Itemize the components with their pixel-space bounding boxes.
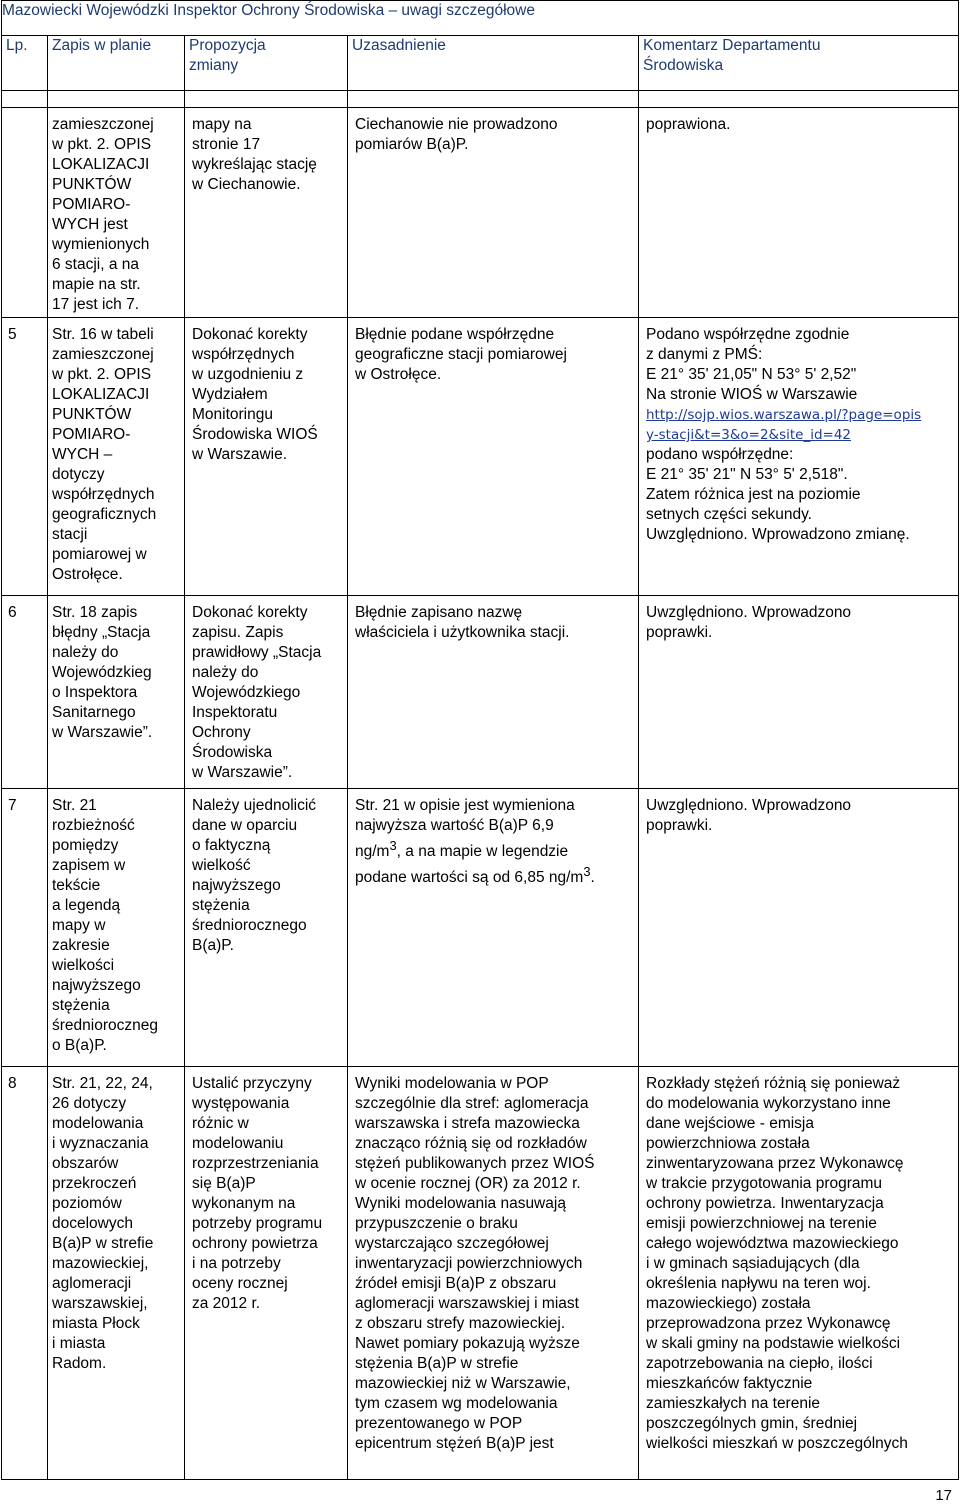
comment-cell: Rozkłady stężeń różnią się ponieważ do modelowania wykorzystano inne dane wejściowe - emisja powierzchniowa została zinwentaryzowana przez Wykonawcę w trakcie przygotowania programu ochrony powietrza. Inwentaryzacja emisji powierzchniowej na terenie całego województwa mazowieckiego i w gminach sąsiadujących (dla określenia napływu na teren woj. mazowieckiego) została przeprowadzona przez Wykonawcę w skali gminy na podstawie wielkości zapotrzebowania na ciepło, ilości mieszkańców faktycznie zamieszkałych na terenie poszczególnych gmin, średniej wielkości mieszkań w poszczególnych bbox=[639, 1067, 959, 1480]
table-row bbox=[2, 1067, 959, 1480]
comment-cell bbox=[639, 318, 959, 596]
row-number: 6 bbox=[2, 596, 48, 789]
plan-entry-cell: Str. 21, 22, 24, 26 dotyczy modelowania i wyznaczania obszarów przekroczeń poziomów docelowych B(a)P w strefie mazowieckiej, aglomeracji warszawskiej, miasta Płock i miasta Radom. bbox=[48, 1067, 185, 1480]
justification-cell: Wyniki modelowania w POP szczególnie dla stref: aglomeracja warszawska i strefa mazowiecka znacząco różnią się od rozkładów stężeń publikowanych przez WIOŚ w ocenie rocznej (OR) za 2012 r. Wyniki modelowania nasuwają przypuszczenie o braku wystarczająco szczegółowej inwentaryzacji powierzchniowych źródeł emisji B(a)P z obszaru aglomeracji warszawskiej i miast z obszaru strefy mazowieckiej. Nawet pomiary pokazują wyższe stężenia B(a)P w strefie mazowieckiej niż w Warszawie, tym czasem wg modelowania prezentowanego w POP epicentrum stężeń B(a)P jest bbox=[348, 1067, 639, 1480]
column-header-zapis: Zapis w planie bbox=[48, 36, 185, 91]
proposal-cell: mapy na stronie 17 wykreślając stację w Ciechanowie. bbox=[185, 108, 348, 318]
row-number bbox=[2, 108, 48, 318]
remarks-table bbox=[1, 0, 959, 1480]
table-row bbox=[2, 789, 959, 1067]
header-spacer bbox=[2, 91, 959, 108]
wios-station-link[interactable]: http://sojp.wios.warszawa.pl/?page=opis y-stacji&t=3&o=2&site_id=42 bbox=[646, 407, 922, 443]
justification-text-c: . bbox=[590, 869, 595, 887]
table-row bbox=[2, 108, 959, 318]
comment-cell: poprawiona. bbox=[639, 108, 959, 318]
page-number: 17 bbox=[935, 1487, 952, 1504]
plan-entry-cell: zamieszczonej w pkt. 2. OPIS LOKALIZACJI PUNKTÓW POMIARO- WYCH jest wymienionych 6 stacji, a na mapie na str. 17 jest ich 7. bbox=[48, 108, 185, 318]
superscript-3: 3 bbox=[583, 864, 591, 880]
superscript-3: 3 bbox=[389, 838, 397, 853]
justification-cell: Błędnie podane współrzędne geograficzne stacji pomiarowej w Ostrołęce. bbox=[348, 318, 639, 596]
justification-text-b: , a na mapie w legendzie podane wartości są od 6,85 ng/m bbox=[355, 843, 584, 887]
plan-entry-cell: Str. 16 w tabeli zamieszczonej w pkt. 2. OPIS LOKALIZACJI PUNKTÓW POMIARO- WYCH – dotyczy współrzędnych geograficznych stacji pomiarowej w Ostrołęce. bbox=[48, 318, 185, 596]
comment-text-part-2: podano współrzędne: E 21° 35' 21" N 53° 5' 2,518". Zatem różnica jest na poziomie setnych części sekundy. Uwzględniono. Wprowadzono zmianę. bbox=[646, 446, 910, 543]
column-header-lp: Lp. bbox=[2, 36, 48, 91]
plan-entry-cell: Str. 18 zapis błędny „Stacja należy do Wojewódzkieg o Inspektora Sanitarnego w Warszawie”. bbox=[48, 596, 185, 789]
column-header-uzasadnienie: Uzasadnienie bbox=[348, 36, 639, 91]
plan-entry-cell: Str. 21 rozbieżność pomiędzy zapisem w tekście a legendą mapy w zakresie wielkości najwyższego stężenia średnioroczneg o B(a)P. bbox=[48, 789, 185, 1067]
row-number: 7 bbox=[2, 789, 48, 1067]
justification-text-a: Str. 21 w opisie jest wymieniona najwyższa wartość B(a)P 6,9 ng/m bbox=[355, 797, 575, 861]
proposal-cell: Należy ujednolicić dane w oparciu o faktyczną wielkość najwyższego stężenia średniorocznego B(a)P. bbox=[185, 789, 348, 1067]
comment-text-part-1: Podano współrzędne zgodnie z danymi z PMŚ: E 21° 35' 21,05" N 53° 5' 2,52" Na stronie WIOŚ w Warszawie bbox=[646, 326, 858, 403]
comment-cell: Uwzględniono. Wprowadzono poprawki. bbox=[639, 789, 959, 1067]
column-header-propozycja: Propozycja zmiany bbox=[185, 36, 348, 91]
proposal-cell: Dokonać korekty współrzędnych w uzgodnieniu z Wydziałem Monitoringu Środowiska WIOŚ w Warszawie. bbox=[185, 318, 348, 596]
table-row bbox=[2, 596, 959, 789]
table-row bbox=[2, 318, 959, 596]
justification-cell: Błędnie zapisano nazwę właściciela i użytkownika stacji. bbox=[348, 596, 639, 789]
row-number: 8 bbox=[2, 1067, 48, 1480]
table-title: Mazowiecki Wojewódzki Inspektor Ochrony Środowiska – uwagi szczegółowe bbox=[2, 1, 959, 36]
proposal-cell: Dokonać korekty zapisu. Zapis prawidłowy „Stacja należy do Wojewódzkiego Inspektoratu Ochrony Środowiska w Warszawie”. bbox=[185, 596, 348, 789]
column-header-komentarz: Komentarz Departamentu Środowiska bbox=[639, 36, 959, 91]
proposal-cell: Ustalić przyczyny występowania różnic w modelowaniu rozprzestrzeniania się B(a)P wykonanym na potrzeby programu ochrony powietrza i na potrzeby oceny rocznej za 2012 r. bbox=[185, 1067, 348, 1480]
justification-cell bbox=[348, 789, 639, 1067]
justification-cell: Ciechanowie nie prowadzono pomiarów B(a)P. bbox=[348, 108, 639, 318]
row-number: 5 bbox=[2, 318, 48, 596]
comment-cell: Uwzględniono. Wprowadzono poprawki. bbox=[639, 596, 959, 789]
